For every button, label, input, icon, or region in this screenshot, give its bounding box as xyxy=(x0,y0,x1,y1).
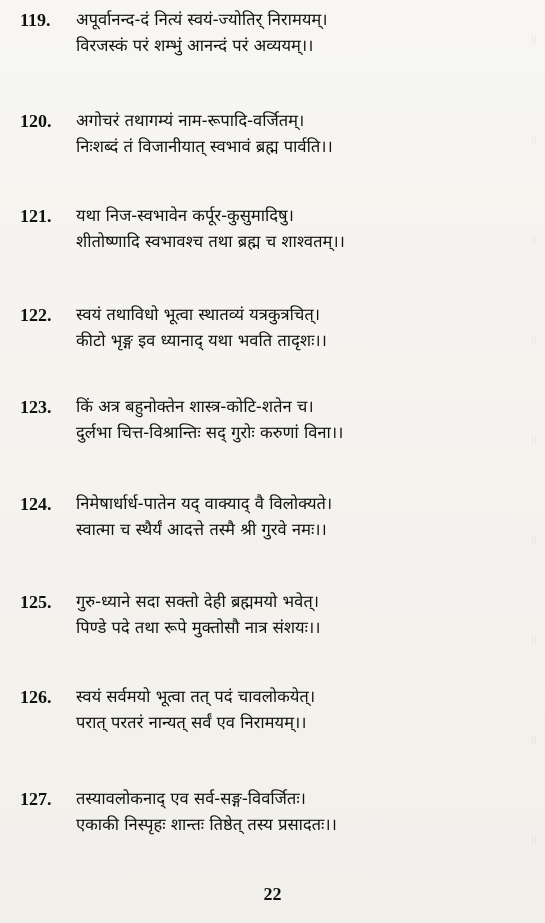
verse-number: 126. xyxy=(20,687,52,707)
verse-line-2: परात् परतरं नान्यत् सर्वं एव निरामयम्।। xyxy=(76,713,307,732)
verse-line-1: किं अत्र बहुनोक्तेन शास्त्र-कोटि-शतेन च। xyxy=(76,397,314,416)
verse-line-1: यथा निज-स्वभावेन कर्पूर-कुसुमादिषु। xyxy=(76,206,294,225)
verse-line-1: गुरु-ध्याने सदा सक्तो देही ब्रह्ममयो भवेत्। xyxy=(76,592,319,611)
verse-line-2: निःशब्दं तं विजानीयात् स्वभावं ब्रह्म पार्वति।। xyxy=(76,137,333,156)
verse-number: 123. xyxy=(20,397,52,417)
bleed-through-mark: ॥ xyxy=(529,333,537,348)
verse-line-2: दुर्लभा चित्त-विश्रान्तिः सद् गुरोः करुणां विना।। xyxy=(76,423,344,442)
verse-line-2: पिण्डे पदे तथा रूपे मुक्तोसौ नात्र संशयः।। xyxy=(76,618,321,637)
verse-line-2: विरजस्कं परं शम्भुं आनन्दं परं अव्ययम्।। xyxy=(76,36,314,55)
verse-line-1: निमेषार्धार्ध-पातेन यद् वाक्याद् वै विलोक्यते। xyxy=(76,494,333,513)
verse-number: 125. xyxy=(20,592,52,612)
verse-line-2: शीतोष्णादि स्वभावश्च तथा ब्रह्म च शाश्वतम्।। xyxy=(76,232,345,251)
verse-line-1: अगोचरं तथागम्यं नाम-रूपादि-वर्जितम्। xyxy=(76,111,305,130)
page-number: 22 xyxy=(263,884,282,904)
verse-line-2: एकाकी निस्पृहः शान्तः तिष्ठेत् तस्य प्रसादतः।। xyxy=(76,815,337,834)
verse-line-1: तस्यावलोकनाद् एव सर्व-सङ्ग-विवर्जितः। xyxy=(76,789,306,808)
verse-number: 122. xyxy=(20,305,52,325)
verse-number: 120. xyxy=(20,111,52,131)
bleed-through-mark: ॥ xyxy=(529,133,537,148)
verse-line-1: अपूर्वानन्द-दं नित्यं स्वयं-ज्योतिर् निरामयम्। xyxy=(76,10,328,29)
bleed-through-mark: ॥ xyxy=(529,33,537,48)
verse-number: 124. xyxy=(20,494,52,514)
verse-line-1: स्वयं तथाविधो भूत्वा स्थातव्यं यत्रकुत्रचित्। xyxy=(76,305,321,324)
bleed-through-mark: ॥ xyxy=(529,733,537,748)
verse-number: 119. xyxy=(20,10,51,30)
verse-line-1: स्वयं सर्वमयो भूत्वा तत् पदं चावलोकयेत्। xyxy=(76,687,316,706)
verse-number: 127. xyxy=(20,789,52,809)
bleed-through-mark: ॥ xyxy=(529,633,537,648)
verse-line-2: कीटो भृङ्ग इव ध्यानाद् यथा भवति तादृशः।। xyxy=(76,331,327,350)
verse-line-2: स्वात्मा च स्थैर्यं आदत्ते तस्मै श्री गुरवे नमः।। xyxy=(76,520,327,539)
bleed-through-mark: ॥ xyxy=(529,233,537,248)
verse-number: 121. xyxy=(20,206,52,226)
bleed-through-mark: ॥ xyxy=(529,433,537,448)
bleed-through-mark: ॥ xyxy=(529,533,537,548)
bleed-through-mark: ॥ xyxy=(529,833,537,848)
